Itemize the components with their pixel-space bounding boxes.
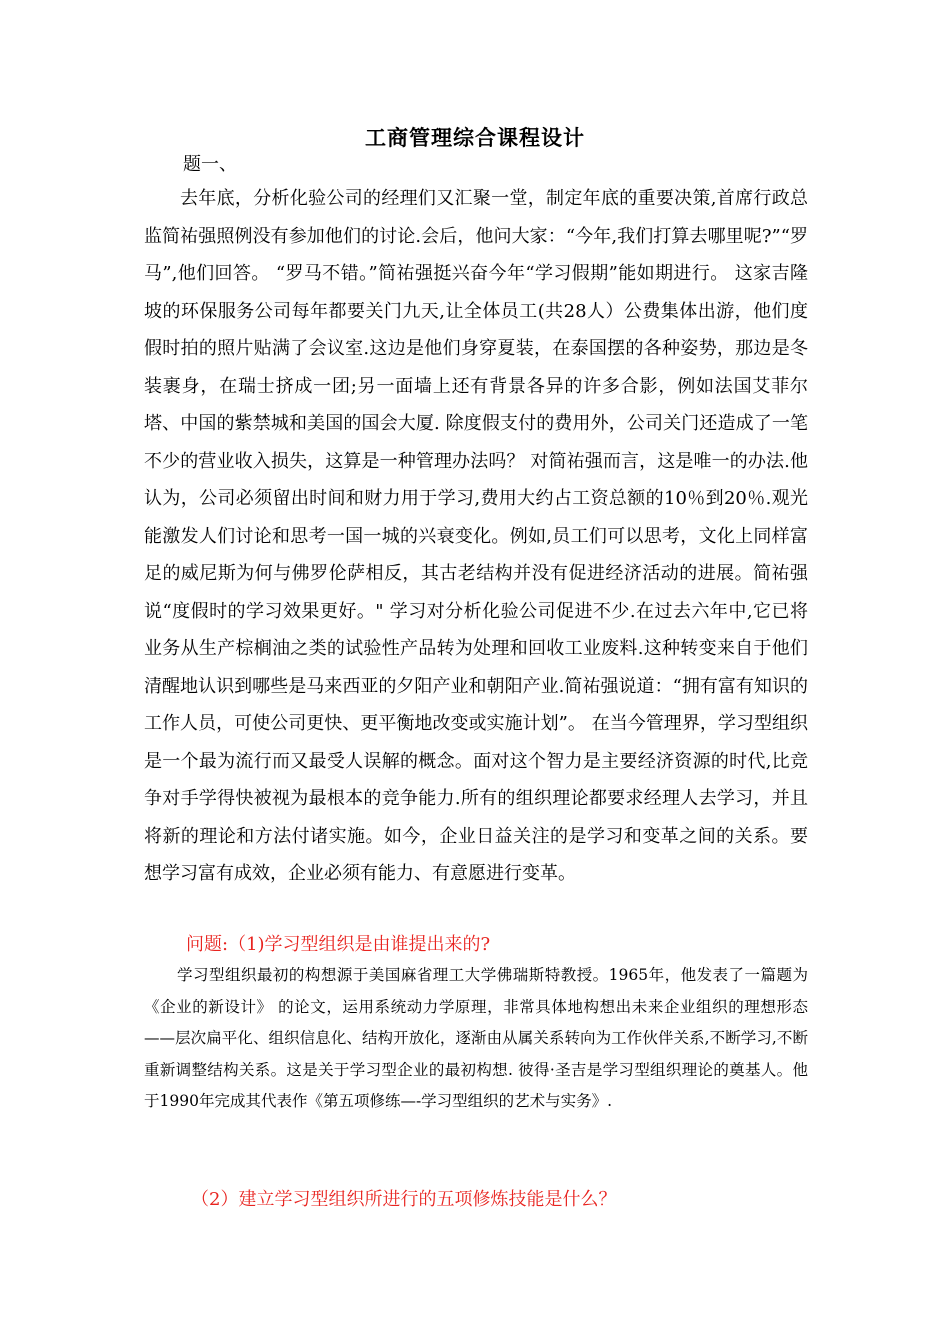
case-body-paragraph: 去年底，分析化验公司的经理们又汇聚一堂，制定年底的重要决策,首席行政总监简祐强照例没有参加他们的讨论.会后，他问大家：“今年,我们打算去哪里呢?”“罗马”,他们回答。 “罗马不错。”简祐强挺兴奋今年“学习假期”能如期进行。 这家吉隆坡的环保服务公司每年都要关门九天,让全体员工(共28人）公费集体出游，他们度假时拍的照片贴满了会议室.这边是他们身穿夏装，在泰国摆的各种姿势，那边是冬装裹身，在瑞士挤成一团;另一面墙上还有背景各异的许多合影，例如法国艾菲尔塔、中国的紫禁城和美国的国会大厦. 除度假支付的费用外，公司关门还造成了一笔不少的营业收入损失，这算是一种管理办法吗？ 对简祐强而言，这是唯一的办法.他认为，公司必须留出时间和财力用于学习,费用大约占工资总额的10％到20％.观光能激发人们讨论和思考一国一城的兴衰变化。例如,员工们可以思考，文化上同样富足的威尼斯为何与佛罗伦萨相反，其古老结构并没有促进经济活动的进展。简祐强说“度假时的学习效果更好。" 学习对分析化验公司促进不少.在过去六年中,它已将业务从生产棕榈油之类的试验性产品转为处理和回收工业废料.这种转变来自于他们清醒地认识到哪些是马来西亚的夕阳产业和朝阳产业.简祐强说道：“拥有富有知识的工作人员，可使公司更快、更平衡地改变或实施计划”。 在当今管理界，学习型组织是一个最为流行而又最受人误解的概念。面对这个智力是主要经济资源的时代,比竞争对手学得快被视为最根本的竞争能力.所有的组织理论都要求经理人去学习，并且将新的理论和方法付诸实施。如今，企业日益关注的是学习和变革之间的关系。要想学习富有成效，企业必须有能力、有意愿进行变革。 (144, 188, 808, 884)
document-title: 工商管理综合课程设计 (365, 125, 585, 150)
section-label: 题一、 (183, 154, 237, 175)
answer-1-paragraph: 学习型组织最初的构想源于美国麻省理工大学佛瑞斯特教授。1965年，他发表了一篇题为《企业的新设计》 的论文，运用系统动力学原理，非常具体地构想出未来企业组织的理想形态——层次扁平化、组织信息化、结构开放化，逐渐由从属关系转向为工作伙伴关系,不断学习,不断重新调整结构关系。这是关于学习型企业的最初构想. 彼得·圣吉是学习型组织理论的奠基人。他于1990年完成其代表作《第五项修练—-学习型组织的艺术与实务》. (144, 966, 808, 1110)
question-1: 问题:（1)学习型组织是由谁提出来的? (186, 934, 491, 955)
question-2: （2）建立学习型组织所进行的五项修炼技能是什么？ (191, 1189, 617, 1210)
